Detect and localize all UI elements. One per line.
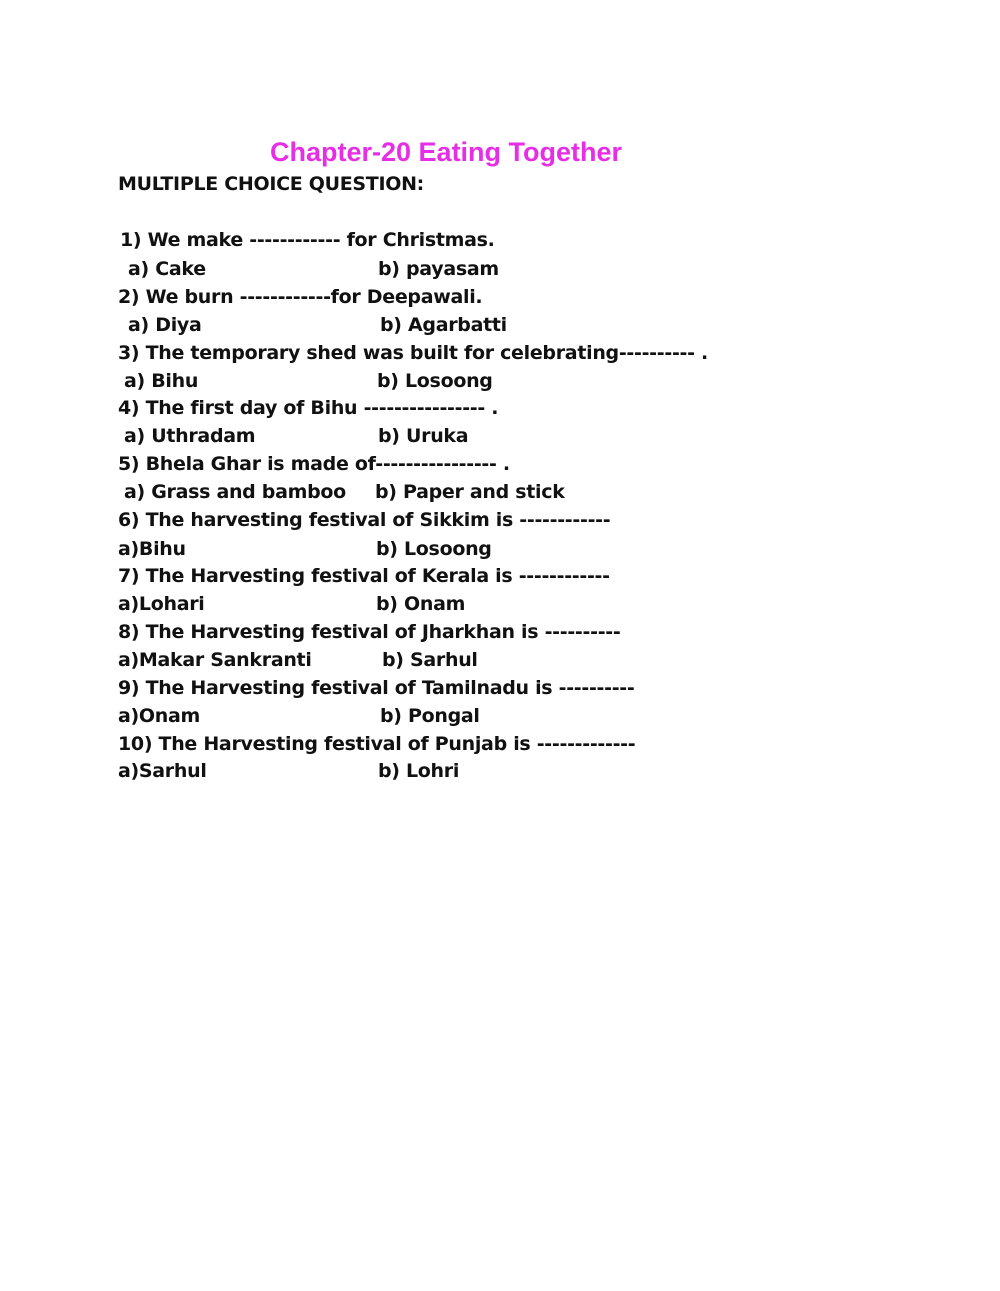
option-8a: a)Makar Sankranti xyxy=(118,649,312,671)
option-6a: a)Bihu xyxy=(118,538,186,560)
option-9b: b) Pongal xyxy=(380,705,480,727)
question-10: 10) The Harvesting festival of Punjab is ------------- xyxy=(118,733,636,755)
question-9: 9) The Harvesting festival of Tamilnadu is ---------- xyxy=(118,677,635,699)
question-1: 1) We make ------------ for Christmas. xyxy=(120,229,495,251)
option-2a: a) Diya xyxy=(128,314,202,336)
option-9a: a)Onam xyxy=(118,705,201,727)
option-10a: a)Sarhul xyxy=(118,760,207,782)
option-10b: b) Lohri xyxy=(378,760,460,782)
option-7b: b) Onam xyxy=(376,593,466,615)
option-4b: b) Uruka xyxy=(378,425,469,447)
option-1b: b) payasam xyxy=(378,258,499,280)
question-4: 4) The first day of Bihu ---------------- . xyxy=(118,397,499,419)
question-6: 6) The harvesting festival of Sikkim is ------------ xyxy=(118,509,611,531)
option-5b: b) Paper and stick xyxy=(375,481,565,503)
question-2: 2) We burn ------------for Deepawali. xyxy=(118,286,483,308)
question-7: 7) The Harvesting festival of Kerala is ------------ xyxy=(118,565,610,587)
option-2b: b) Agarbatti xyxy=(380,314,507,336)
option-1a: a) Cake xyxy=(128,258,206,280)
question-3: 3) The temporary shed was built for celebrating---------- . xyxy=(118,342,708,364)
option-6b: b) Losoong xyxy=(376,538,492,560)
option-3a: a) Bihu xyxy=(124,370,199,392)
page-title: Chapter-20 Eating Together xyxy=(270,137,623,167)
option-4a: a) Uthradam xyxy=(124,425,256,447)
section-heading: MULTIPLE CHOICE QUESTION: xyxy=(118,173,424,195)
question-5: 5) Bhela Ghar is made of---------------- . xyxy=(118,453,510,475)
option-7a: a)Lohari xyxy=(118,593,205,615)
option-3b: b) Losoong xyxy=(377,370,493,392)
option-8b: b) Sarhul xyxy=(382,649,478,671)
option-5a: a) Grass and bamboo xyxy=(124,481,346,503)
question-8: 8) The Harvesting festival of Jharkhan is ---------- xyxy=(118,621,621,643)
